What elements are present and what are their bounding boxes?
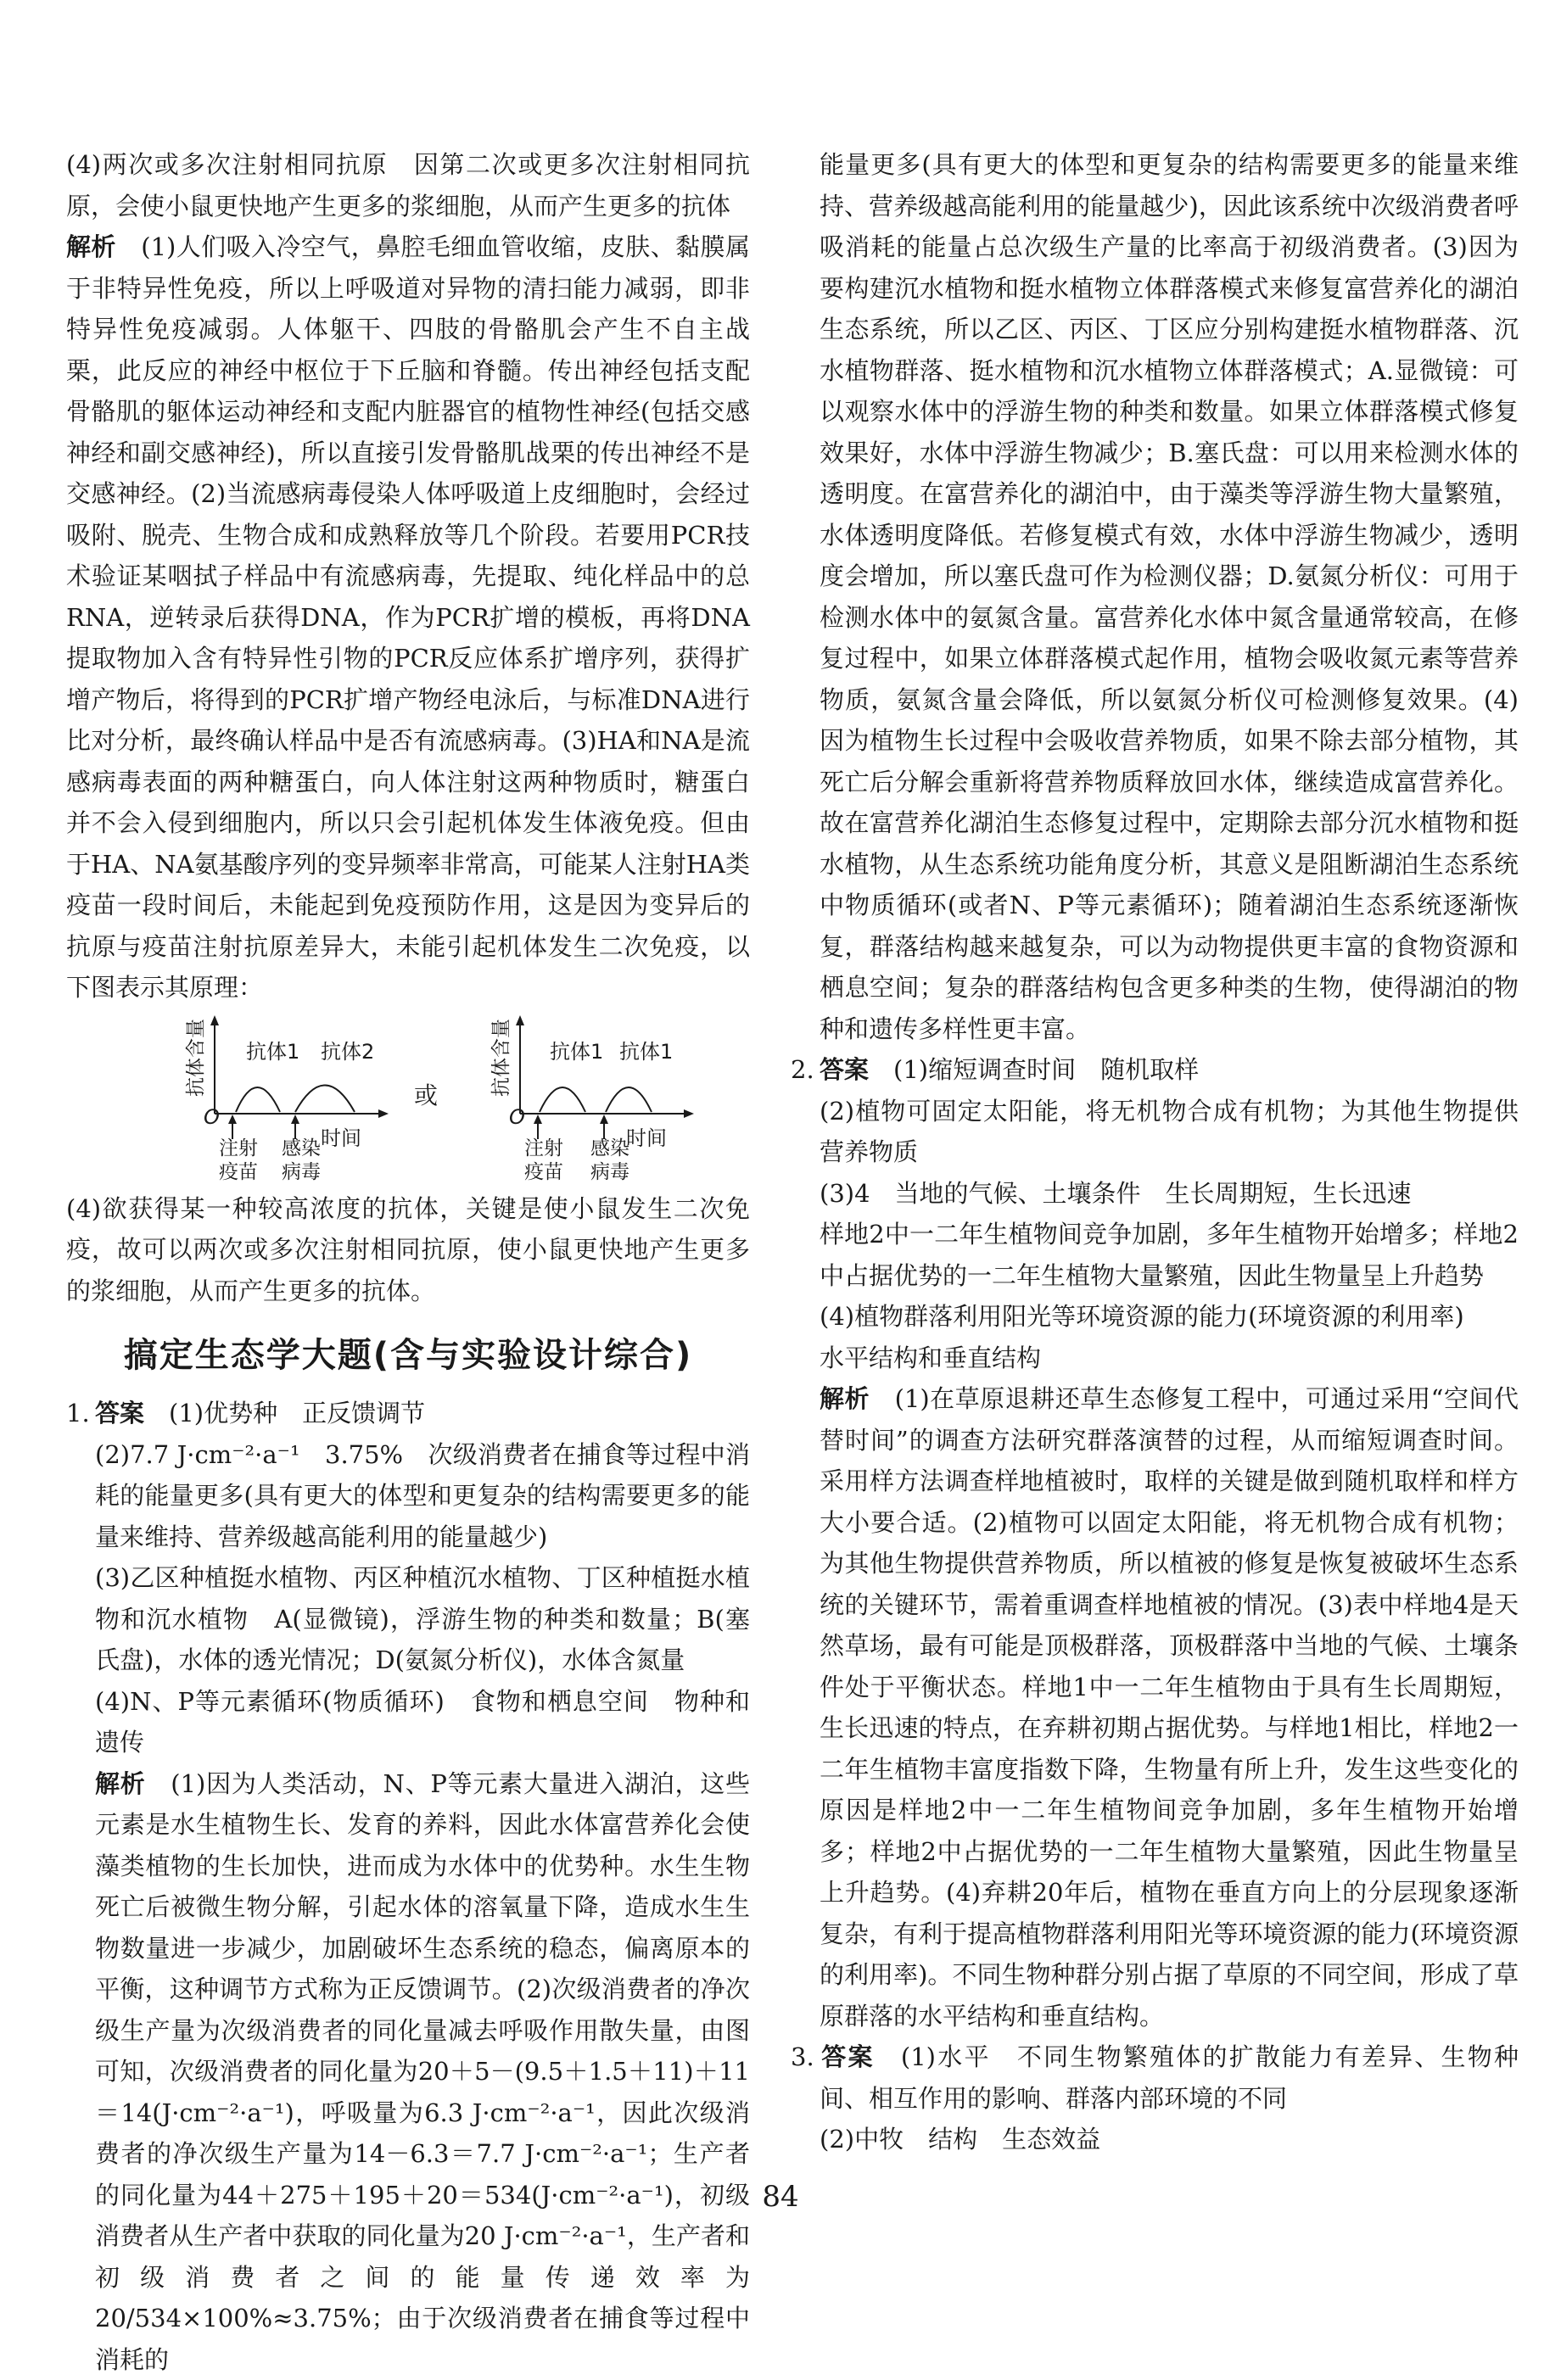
- question-3: [791, 2036, 1519, 2160]
- q1-answer-2: (2)7.7 J·cm⁻²·a⁻¹ 3.75% 次级消费者在捕食等过程中消耗的能量更多(具有更大的体型和更复杂的结构需要更多的能量来维持、营养级越高能利用的能量越少): [95, 1439, 750, 1551]
- left-origin: O: [204, 1104, 220, 1129]
- q1-answer-1: (1)优势种 正反馈调节: [169, 1399, 426, 1427]
- question-1-number: 1.: [66, 1399, 90, 1427]
- antibody-diagram: [66, 1012, 750, 1182]
- q1-analysis: (1)因为人类活动，N、P等元素大量进入湖泊，这些元素是水生植物生长、发育的养料，因此水体富营养化会使藻类植物的生长加快，进而成为水体中的优势种。水生生物死亡后被微生物分解，引起水体的溶氧量下降，造成水生生物数量进一步减少，加剧破坏生态系统的稳态，偏离原本的平衡，这种调节方式称为正反馈调节。(2)次级消费者的净次级生产量为次级消费者的同化量减去呼吸作用散失量，由图可知，次级消费者的同化量为20＋5－(9.5＋1.5＋11)＋11＝14(J·cm⁻²·a⁻¹)，呼吸量为6.3 J·cm⁻²·a⁻¹，因此次级消费者的净次级生产量为14－6.3＝7.7 J·cm⁻²·a⁻¹；生产者的同化量为44＋275＋195＋20＝534(J·cm⁻²·a⁻¹)，初级消费者从生产者中获取的同化量为20 J·cm⁻²·a⁻¹，生产者和初级消费者之间的能量传递效率为20/534×100%≈3.75%；由于次级消费者在捕食等过程中消耗的: [95, 1768, 750, 2374]
- q3-answer-1: (1)水平 不同生物繁殖体的扩散能力有差异、生物种间、相互作用的影响、群落内部环境的不同: [820, 2042, 1519, 2113]
- right-column: [791, 144, 1519, 2160]
- antibody-figure: [66, 1012, 750, 1182]
- q2-answer-4: (4)植物群落利用阳光等环境资源的能力(环境资源的利用率): [820, 1302, 1464, 1331]
- right-origin: O: [509, 1104, 525, 1129]
- q1-answer-3: (3)乙区种植挺水植物、丙区种植沉水植物、丁区种植挺水植物和沉水植物 A(显微镜)，浮游生物的种类和数量；B(塞氏盘)，水体的透光情况；D(氨氮分析仪)，水体含氮量: [95, 1563, 750, 1674]
- q3-answer-2: (2)中牧 结构 生态效益: [820, 2125, 1101, 2154]
- analysis-label: 解析: [820, 1384, 870, 1413]
- right-curve-2: [606, 1087, 652, 1112]
- right-x-arrow: [684, 1109, 694, 1118]
- left-inject-arrow: [228, 1115, 237, 1124]
- left-y-arrow: [210, 1015, 219, 1025]
- page-number: 84: [762, 2180, 799, 2214]
- left-peak-1-label: 抗体1: [246, 1039, 300, 1064]
- analysis-label: 解析: [66, 232, 116, 261]
- question-2-number: 2.: [791, 1055, 814, 1084]
- left-infect-label-1: 感染: [282, 1137, 321, 1159]
- question-2: [791, 1049, 1519, 2036]
- left-infect-arrow: [291, 1115, 299, 1124]
- q1-analysis-continued: 能量更多(具有更大的体型和更复杂的结构需要更多的能量来维持、营养级越高能利用的能量越少)，因此该系统中次级消费者呼吸消耗的能量占总次级生产量的比率高于初级消费者。(3)因为要构建沉水植物和挺水植物立体群落模式来修复富营养化的湖泊生态系统，所以乙区、丙区、丁区应分别构建挺水植物群落、沉水植物群落、挺水植物和沉水植物立体群落模式；A.显微镜：可以观察水体中的浮游生物的种类和数量。如果立体群落模式修复效果好，水体中浮游生物减少；B.塞氏盘：可以用来检测水体的透明度。在富营养化的湖泊中，由于藻类等浮游生物大量繁殖，水体透明度降低。若修复模式有效，水体中浮游生物减少，透明度会增加，所以塞氏盘可作为检测仪器；D.氨氮分析仪：可用于检测水体中的氨氮含量。富营养化水体中氮含量通常较高，在修复过程中，如果立体群落模式起作用，植物会吸收氮元素等营养物质，氨氮含量会降低，所以氨氮分析仪可检测修复效果。(4)因为植物生长过程中会吸收营养物质，如果不除去部分植物，其死亡后分解会重新将营养物质释放回水体，继续造成富营养化。故在富营养化湖泊生态修复过程中，定期除去部分沉水植物和挺水植物，从生态系统功能角度分析，其意义是阻断湖泊生态系统中物质循环(或者N、P等元素循环)；随着湖泊生态系统逐渐恢复，群落结构越来越复杂，可以为动物提供更丰富的食物资源和栖息空间；复杂的群落结构包含更多种类的生物，使得湖泊的物种和遗传多样性更丰富。: [820, 150, 1519, 1043]
- left-inject-label-2: 疫苗: [219, 1160, 258, 1182]
- right-inject-arrow: [534, 1115, 542, 1124]
- q2-answer-1: (1)缩短调查时间 随机取样: [893, 1055, 1200, 1084]
- left-inject-label-1: 注射: [219, 1137, 258, 1159]
- analysis-prev-4: (4)欲获得某一种较高浓度的抗体，关键是使小鼠发生二次免疫，故可以两次或多次注射相同抗原，使小鼠更快地产生更多的浆细胞，从而产生更多的抗体。: [66, 1193, 750, 1305]
- right-inject-label-2: 疫苗: [524, 1160, 563, 1182]
- left-curve-2: [295, 1085, 355, 1112]
- analysis-prev: [66, 226, 750, 1008]
- q2-answer-3: (3)4 当地的气候、土壤条件 生长周期短，生长迅速: [820, 1178, 1412, 1208]
- left-y-label: 抗体含量: [185, 1018, 207, 1097]
- q2-analysis: (1)在草原退耕还草生态修复工程中，可通过采用“空间代替时间”的调查方法研究群落演替的过程，从而缩短调查时间。采用样方法调查样地植被时，取样的关键是做到随机取样和样方大小要合适。(2)植物可以固定太阳能，将无机物合成有机物；为其他生物提供营养物质，所以植被的修复是恢复被破坏生态系统的关键环节，需着重调查样地植被的情况。(3)表中样地4是天然草场，最有可能是顶极群落，顶极群落中当地的气候、土壤条件处于平衡状态。样地1中一二年生植物由于具有生长周期短，生长迅速的特点，在弃耕初期占据优势。与样地1相比，样地2一二年生植物丰富度指数下降，生物量有所上升，发生这些变化的原因是样地2中一二年生植物间竞争加剧，多年生植物开始增多；样地2中占据优势的一二年生植物大量繁殖，因此生物量呈上升趋势。(4)弃耕20年后，植物在垂直方向上的分层现象逐渐复杂，有利于提高植物群落利用阳光等环境资源的能力(环境资源的利用率)。不同生物种群分别占据了草原的不同空间，形成了草原群落的水平结构和垂直结构。: [820, 1384, 1519, 2031]
- answer-q-prev-4: (4)两次或多次注射相同抗原 因第二次或更多次注射相同抗原，会使小鼠更快地产生更多的浆细胞，从而产生更多的抗体: [66, 150, 750, 221]
- or-text: 或: [414, 1081, 439, 1109]
- question-3-number: 3.: [791, 2042, 814, 2071]
- section-title: 搞定生态学大题(含与实验设计综合): [123, 1336, 693, 1375]
- q2-answer-4b: 水平结构和垂直结构: [820, 1343, 1042, 1372]
- analysis-label: 解析: [95, 1768, 146, 1798]
- right-infect-arrow: [600, 1115, 608, 1124]
- right-y-label: 抗体含量: [490, 1018, 512, 1097]
- right-inject-label-1: 注射: [524, 1137, 563, 1159]
- right-y-arrow: [516, 1015, 524, 1025]
- q2-answer-2: (2)植物可固定太阳能，将无机物合成有机物；为其他生物提供营养物质: [820, 1096, 1519, 1166]
- q1-answer-4: (4)N、P等元素循环(物质循环) 食物和栖息空间 物种和遗传: [95, 1686, 750, 1757]
- left-peak-2-label: 抗体2: [321, 1039, 375, 1064]
- left-curve-1: [236, 1087, 280, 1112]
- left-column: [66, 144, 750, 2380]
- analysis-text: (1)人们吸入冷空气，鼻腔毛细血管收缩，皮肤、黏膜属于非特异性免疫，所以上呼吸道对异物的清扫能力减弱，即非特异性免疫减弱。人体躯干、四肢的骨骼肌会产生不自主战栗，此反应的神经中枢位于下丘脑和脊髓。传出神经包括支配骨骼肌的躯体运动神经和支配内脏器官的植物性神经(包括交感神经和副交感神经)，所以直接引发骨骼肌战栗的传出神经不是交感神经。(2)当流感病毒侵染人体呼吸道上皮细胞时，会经过吸附、脱壳、生物合成和成熟释放等几个阶段。若要用PCR技术验证某咽拭子样品中有流感病毒，先提取、纯化样品中的总RNA，逆转录后获得DNA，作为PCR扩增的模板，再将DNA提取物加入含有特异性引物的PCR反应体系扩增序列，获得扩增产物后，将得到的PCR扩增产物经电泳后，与标准DNA进行比对分析，最终确认样品中是否有流感病毒。(3)HA和NA是流感病毒表面的两种糖蛋白，向人体注射这两种物质时，糖蛋白并不会入侵到细胞内，所以只会引起机体发生体液免疫。但由于HA、NA氨基酸序列的变异频率非常高，可能某人注射HA类疫苗一段时间后，未能起到免疫预防作用，这是因为变异后的抗原与疫苗注射抗原差异大，未能引起机体发生二次免疫，以下图表示其原理：: [66, 232, 750, 1002]
- answer-label: 答案: [820, 1055, 870, 1084]
- right-peak-2-label: 抗体1: [619, 1039, 674, 1064]
- right-peak-1-label: 抗体1: [550, 1039, 604, 1064]
- left-infect-label-2: 病毒: [282, 1160, 321, 1182]
- right-infect-label-2: 病毒: [590, 1160, 629, 1182]
- right-infect-label-1: 感染: [590, 1137, 629, 1159]
- question-1: [66, 1393, 750, 2380]
- answer-label: 答案: [820, 2042, 875, 2071]
- right-curve-1: [540, 1087, 585, 1112]
- left-x-label: 时间: [321, 1126, 361, 1150]
- answer-label: 答案: [95, 1399, 145, 1427]
- q2-answer-3b: 样地2中一二年生植物间竞争加剧，多年生植物开始增多；样地2中占据优势的一二年生植物大量繁殖，因此生物量呈上升趋势: [820, 1220, 1519, 1290]
- left-x-arrow: [378, 1109, 389, 1118]
- right-x-label: 时间: [626, 1126, 667, 1150]
